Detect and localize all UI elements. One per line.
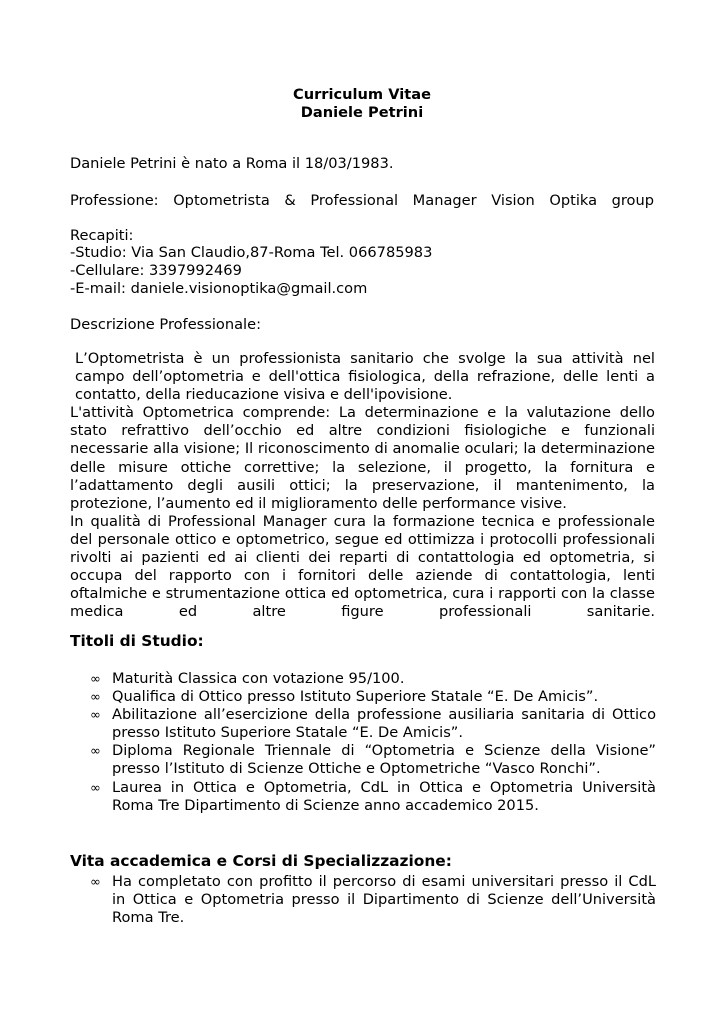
document-title: Curriculum Vitae — [293, 86, 431, 103]
person-name: Daniele Petrini — [300, 104, 424, 121]
bullet-infinity-icon: ∞ — [90, 672, 101, 687]
list-item — [70, 873, 656, 927]
contact-mobile: -Cellulare: 3397992469 — [70, 262, 242, 279]
bullet-infinity-icon: ∞ — [90, 690, 101, 706]
list-item-text: Qualifica di Ottico presso Istituto Superiore Statale “E. De Amicis”. — [112, 688, 599, 706]
description-para-3: In qualità di Professional Manager cura la formazione tecnica e professionale del personale ottico e optometrico, segue ed ottimizza i protocolli professionali rivolti ai pazienti ed ai clienti dei reparti di contattologia ed optometria, si occupa del rapporto con i fornitori delle aziende di contattologia, lenti oftalmiche e strumentazione ottica ed optometrica, cura i rapporti con la classe medica ed altre figure professionali sanitarie. — [70, 512, 655, 621]
academic-heading: Vita accademica e Corsi di Specializzazione: — [70, 852, 452, 870]
list-item-text: Laurea in Ottica e Optometria, CdL in Ottica e Optometria Università Roma Tre Dipartimento di Scienze anno accademico 2015. — [112, 778, 656, 814]
education-heading: Titoli di Studio: — [70, 632, 204, 650]
list-item-text: Ha completato con profitto il percorso di esami universitari presso il CdL in Ottica e Optometria presso il Dipartimento di Scienze dell’Università Roma Tre. — [112, 873, 656, 927]
description-para-1: L’Optometrista è un professionista sanitario che svolge la sua attività nel campo dell’optometria e dell'ottica fisiologica, della refrazione, delle lenti a contatto, della rieducazione visiva e dell'ipovisione. — [75, 350, 655, 404]
bullet-infinity-icon: ∞ — [90, 780, 101, 796]
description-para-2: L'attività Optometrica comprende: La determinazione e la valutazione dello stato refrattivo dell’occhio ed altre condizioni fisiologiche e funzionali necessarie alla visione; Il riconoscimento di anomalie oculari; la determinazione delle misure ottiche correttive; la selezione, il progetto, la fornitura e l’adattamento degli ausili ottici; la preservazione, il mantenimento, la protezione, l’aumento ed il miglioramento delle performance visive. — [70, 404, 655, 512]
contact-studio: -Studio: Via San Claudio,87-Roma Tel. 066785983 — [70, 244, 433, 261]
birth-info: Daniele Petrini è nato a Roma il 18/03/1983. — [70, 155, 394, 172]
list-item — [70, 670, 656, 688]
list-item — [70, 688, 656, 706]
list-item-text: Diploma Regionale Triennale di “Optometria e Scienze della Visione” presso l’Istituto di Scienze Ottiche e Optometriche “Vasco Ronchi”. — [112, 742, 656, 778]
description-heading: Descrizione Professionale: — [70, 316, 262, 333]
education-list — [70, 670, 656, 815]
list-item-text: Maturità Classica con votazione 95/100. — [112, 670, 405, 687]
profession-info: Professione: Optometrista & Professional Manager Vision Optika group — [70, 192, 654, 209]
bullet-infinity-icon: ∞ — [90, 708, 101, 724]
contacts-heading: Recapiti: — [70, 227, 134, 244]
contact-email: -E-mail: daniele.visionoptika@gmail.com — [70, 280, 368, 297]
academic-list — [70, 873, 656, 927]
bullet-infinity-icon: ∞ — [90, 744, 101, 760]
description-body — [70, 350, 655, 621]
list-item — [70, 742, 656, 778]
bullet-infinity-icon: ∞ — [90, 875, 101, 890]
list-item — [70, 706, 656, 742]
list-item — [70, 779, 656, 815]
list-item-text: Abilitazione all’esercizione della professione ausiliaria sanitaria di Ottico presso Istituto Superiore Statale “E. De Amicis”. — [112, 706, 656, 742]
